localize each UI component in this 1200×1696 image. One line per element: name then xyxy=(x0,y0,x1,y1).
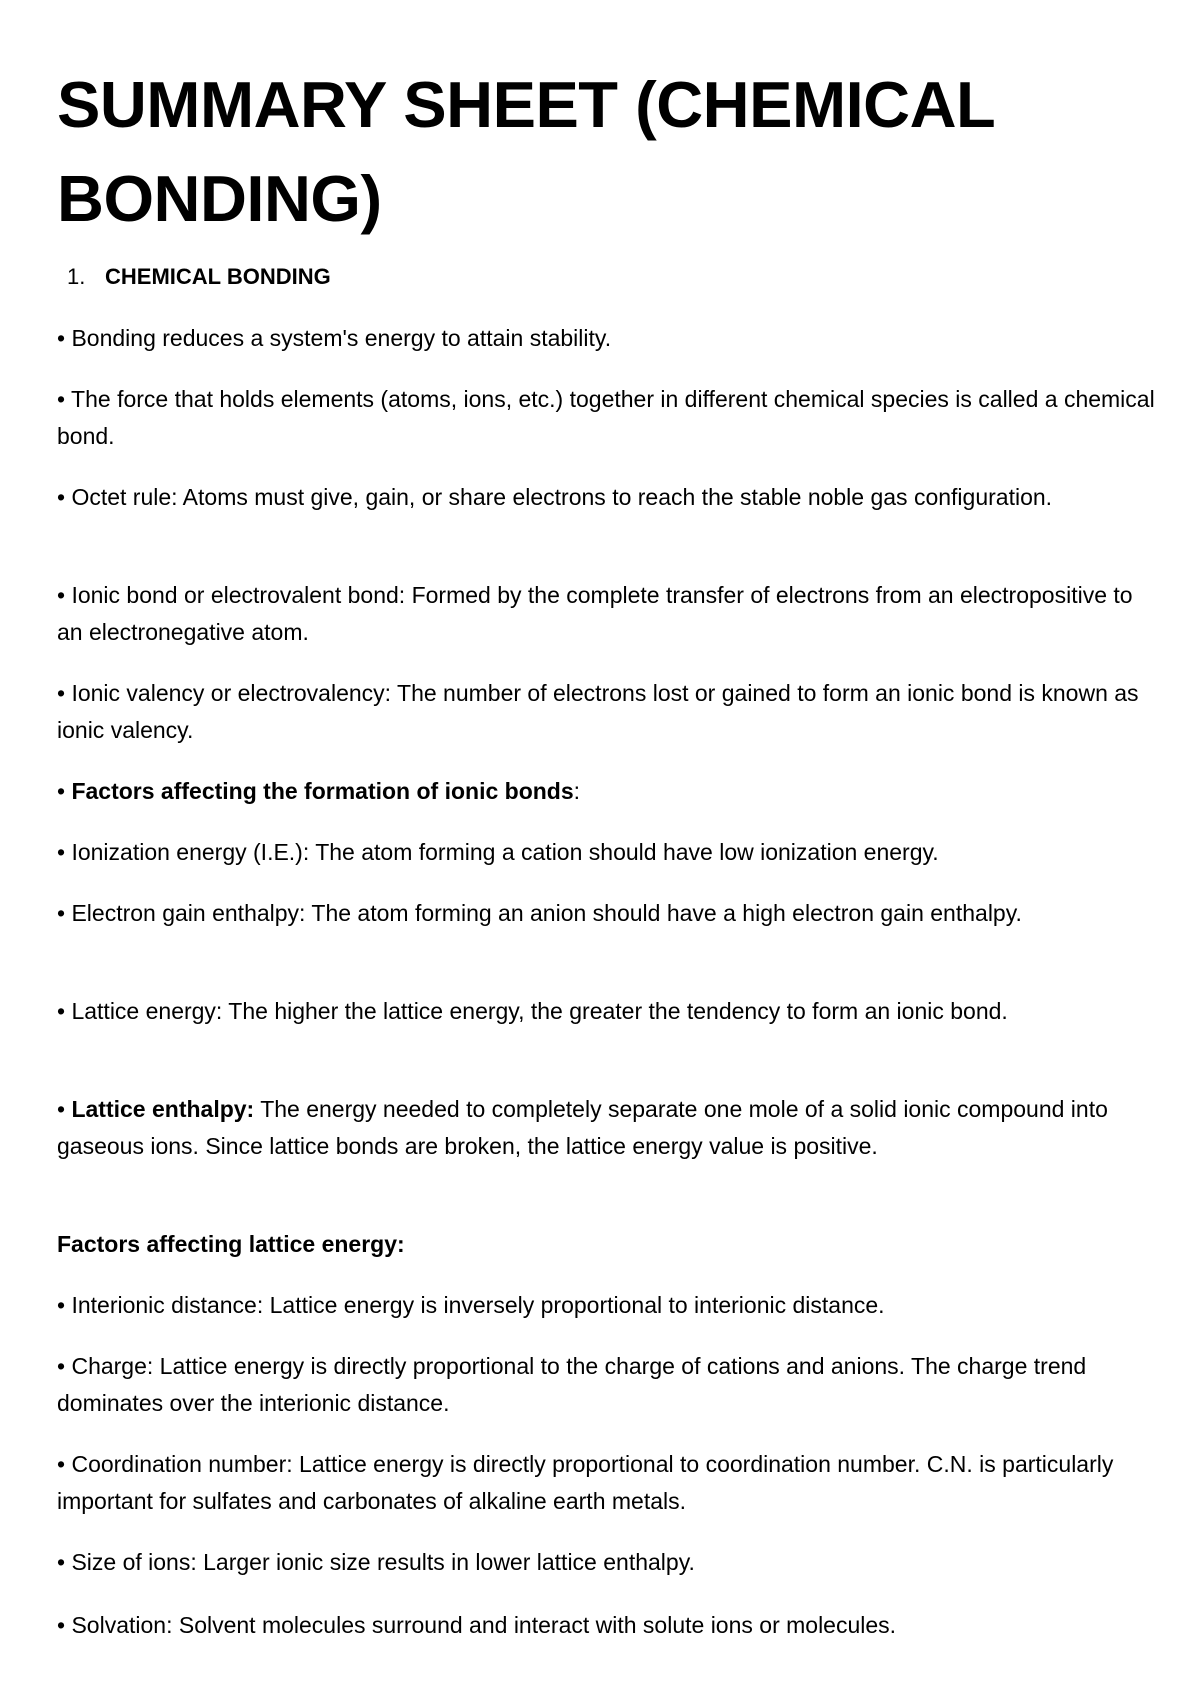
bullet-glyph: • xyxy=(57,998,66,1024)
bullet-glyph: • xyxy=(57,386,66,412)
page-title: SUMMARY SHEET (CHEMICAL BONDING) xyxy=(57,68,995,235)
section-heading xyxy=(67,262,331,292)
bullet-glyph: • xyxy=(57,778,66,804)
bullet-glyph: • xyxy=(57,680,66,706)
paragraph-text: Bonding reduces a system's energy to attain stability. xyxy=(71,325,612,351)
paragraph xyxy=(57,1607,1157,1644)
bullet-glyph: • xyxy=(57,325,66,351)
bullet-glyph: • xyxy=(57,900,66,926)
paragraph-text: Solvation: Solvent molecules surround and interact with solute ions or molecules. xyxy=(71,1612,897,1638)
paragraph xyxy=(57,773,1157,810)
paragraph xyxy=(57,577,1157,651)
paragraph-text: The energy needed to completely separate one mole of a solid ionic compound into gaseous ions. Since lattice bonds are broken, the lattice energy value is positive. xyxy=(57,1096,1108,1159)
paragraph xyxy=(57,479,1157,516)
paragraph-bold-text: Factors affecting lattice energy: xyxy=(57,1231,405,1257)
paragraph xyxy=(57,1287,1157,1324)
paragraph-text: Coordination number: Lattice energy is directly proportional to coordination number. C.N. is particularly important for sulfates and carbonates of alkaline earth metals. xyxy=(57,1451,1114,1514)
paragraph xyxy=(57,1544,1157,1581)
paragraph-text: Size of ions: Larger ionic size results in lower lattice enthalpy. xyxy=(71,1549,695,1575)
section-number: 1. xyxy=(67,264,86,289)
paragraph xyxy=(57,675,1157,749)
paragraph-text: The force that holds elements (atoms, ions, etc.) together in different chemical species is called a chemical bond. xyxy=(57,386,1155,449)
paragraph-text: Charge: Lattice energy is directly proportional to the charge of cations and anions. The charge trend dominates over the interionic distance. xyxy=(57,1353,1087,1416)
paragraph-text: Electron gain enthalpy: The atom forming an anion should have a high electron gain enthalpy. xyxy=(71,900,1022,926)
paragraph xyxy=(57,381,1157,455)
paragraph xyxy=(57,834,1157,871)
paragraph xyxy=(57,1091,1157,1165)
section-label: CHEMICAL BONDING xyxy=(105,264,331,289)
bullet-glyph: • xyxy=(57,839,66,865)
paragraph-text: Ionization energy (I.E.): The atom forming a cation should have low ionization energy. xyxy=(71,839,939,865)
paragraph-text: Interionic distance: Lattice energy is inversely proportional to interionic distance. xyxy=(71,1292,885,1318)
bullet-glyph: • xyxy=(57,1096,66,1122)
paragraph xyxy=(57,895,1157,932)
bullet-glyph: • xyxy=(57,484,66,510)
bullet-glyph: • xyxy=(57,582,66,608)
paragraph-text: Ionic valency or electrovalency: The number of electrons lost or gained to form an ionic bond is known as ionic valency. xyxy=(57,680,1139,743)
bullet-glyph: • xyxy=(57,1353,66,1379)
paragraph-bold-text: Factors affecting the formation of ionic bonds xyxy=(71,778,574,804)
paragraph-text: Lattice energy: The higher the lattice energy, the greater the tendency to form an ionic bond. xyxy=(71,998,1008,1024)
paragraph-text: Octet rule: Atoms must give, gain, or share electrons to reach the stable noble gas configuration. xyxy=(71,484,1053,510)
bullet-glyph: • xyxy=(57,1292,66,1318)
bullet-glyph: • xyxy=(57,1549,66,1575)
paragraph xyxy=(57,1348,1157,1422)
paragraph xyxy=(57,1446,1157,1520)
paragraph xyxy=(57,1226,1157,1263)
paragraph-text: Ionic bond or electrovalent bond: Formed by the complete transfer of electrons from an electropositive to an electronegative atom. xyxy=(57,582,1133,645)
paragraph xyxy=(57,320,1157,357)
bullet-glyph: • xyxy=(57,1612,66,1638)
paragraph xyxy=(57,993,1157,1030)
document-page xyxy=(57,58,1157,246)
paragraph-bold-text: Lattice enthalpy: xyxy=(71,1096,255,1122)
bullet-glyph: • xyxy=(57,1451,66,1477)
paragraph-text: : xyxy=(573,778,581,804)
